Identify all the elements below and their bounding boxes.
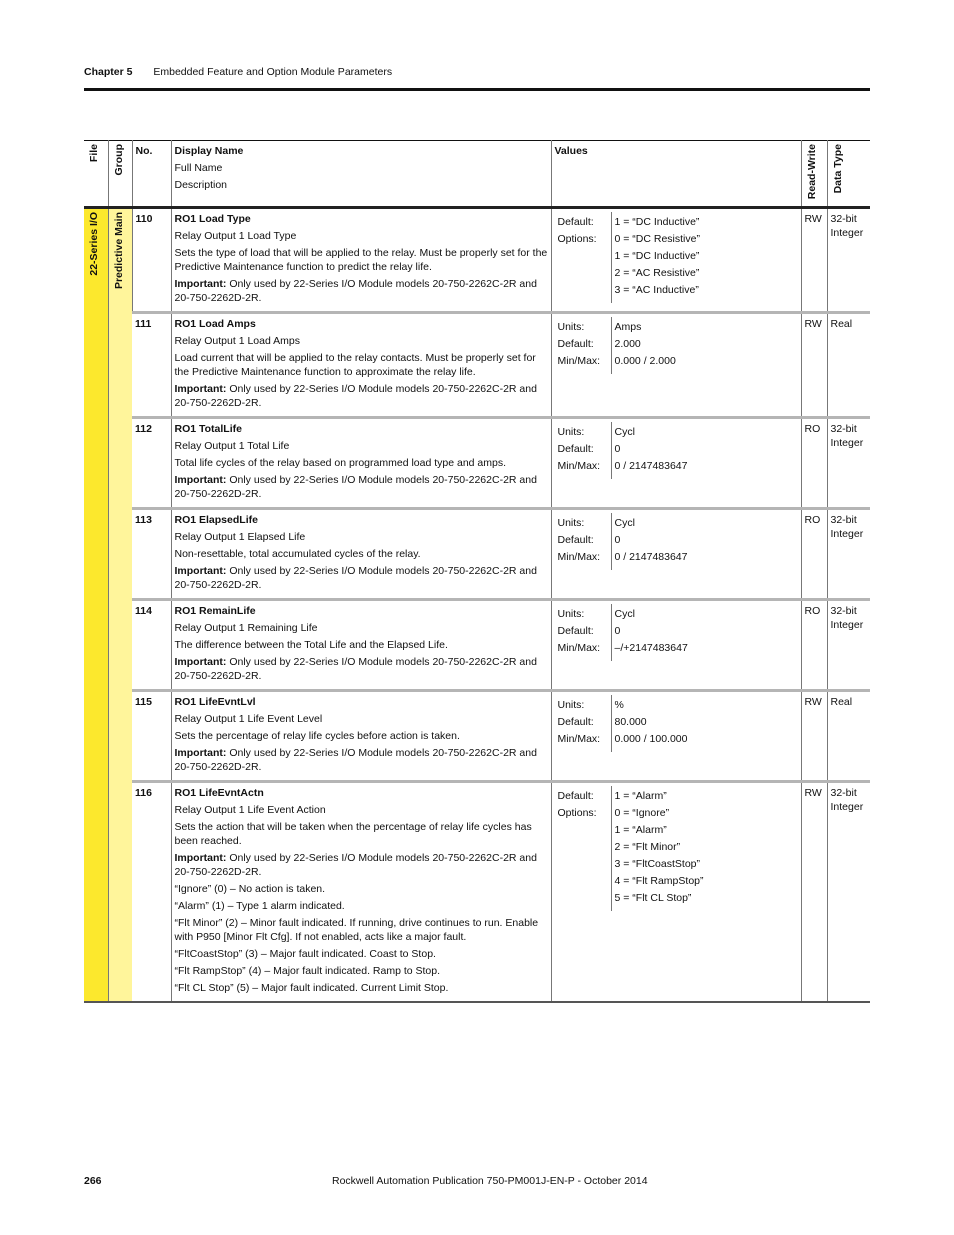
param-data-type: 32-bit Integer	[827, 418, 870, 509]
important-text: Only used by 22-Series I/O Module models 20-750-2262C-2R and 20-750-2262D-2R.	[174, 383, 537, 410]
param-data-type: 32-bit Integer	[827, 509, 870, 600]
col-values: Values	[551, 141, 801, 208]
important-text: Only used by 22-Series I/O Module models 20-750-2262C-2R and 20-750-2262D-2R.	[174, 656, 537, 683]
value-key: Default:	[557, 716, 594, 729]
value-key: Units:	[557, 321, 585, 334]
param-description-cell	[171, 782, 551, 1003]
important-label: Important:	[174, 852, 227, 865]
value-item: 1 = “Alarm”	[614, 790, 667, 803]
param-number: 115	[135, 696, 152, 709]
option-note: “Flt CL Stop” (5) – Major fault indicated. Current Limit Stop.	[174, 982, 449, 995]
value-item: 0	[614, 625, 621, 638]
param-display-name: RO1 Load Type	[174, 213, 251, 226]
col-data-type: Data Type	[827, 141, 870, 208]
param-description-cell	[171, 600, 551, 691]
table-body	[84, 208, 870, 1003]
value-item: 0 / 2147483647	[614, 551, 688, 564]
value-item: 0 / 2147483647	[614, 460, 688, 473]
col-display-name: Display Name Full Name Description	[171, 141, 551, 208]
important-label: Important:	[174, 656, 227, 669]
value-item: 0.000 / 100.000	[614, 733, 688, 746]
value-item: 0.000 / 2.000	[614, 355, 676, 368]
param-data-type: 32-bit Integer	[827, 208, 870, 313]
value-item: 0	[614, 443, 621, 456]
important-text: Only used by 22-Series I/O Module models 20-750-2262C-2R and 20-750-2262D-2R.	[174, 852, 537, 879]
value-item: 3 = “AC Inductive”	[614, 284, 699, 297]
col-read-write: Read-Write	[801, 141, 827, 208]
value-keys	[555, 695, 611, 752]
important-text: Only used by 22-Series I/O Module models 20-750-2262C-2R and 20-750-2262D-2R.	[174, 565, 537, 592]
value-key: Min/Max:	[557, 733, 601, 746]
value-key: Units:	[557, 426, 585, 439]
param-read-write: RW	[801, 691, 827, 782]
value-item: 0	[614, 534, 621, 547]
value-list	[611, 422, 798, 479]
param-description: Sets the percentage of relay life cycles before action is taken.	[174, 730, 460, 743]
value-keys	[555, 317, 611, 374]
important-label: Important:	[174, 383, 227, 396]
value-key: Options:	[557, 807, 597, 820]
param-values-cell	[551, 313, 801, 418]
value-key: Default:	[557, 790, 594, 803]
group-cell	[108, 208, 132, 1003]
option-note: “FltCoastStop” (3) – Major fault indicated. Coast to Stop.	[174, 948, 436, 961]
important-text: Only used by 22-Series I/O Module models 20-750-2262C-2R and 20-750-2262D-2R.	[174, 278, 537, 305]
parameter-table	[84, 140, 870, 1003]
param-data-type: 32-bit Integer	[827, 600, 870, 691]
option-note: “Flt RampStop” (4) – Major fault indicated. Ramp to Stop.	[174, 965, 441, 978]
param-read-write: RW	[801, 208, 827, 313]
table-row	[84, 313, 870, 418]
file-label: 22-Series I/O	[88, 212, 100, 276]
value-keys	[555, 786, 611, 911]
table-row	[84, 782, 870, 1003]
value-list	[611, 212, 798, 303]
param-values-cell	[551, 782, 801, 1003]
param-description: Sets the type of load that will be applied to the relay. Must be properly set for the Predictive Maintenance function to predict the relay life.	[174, 247, 548, 274]
value-list	[611, 604, 798, 661]
param-display-name: RO1 Load Amps	[174, 318, 256, 331]
param-description-cell	[171, 313, 551, 418]
param-important-note	[175, 851, 548, 879]
param-full-name: Relay Output 1 Remaining Life	[174, 622, 318, 635]
param-description-cell	[171, 691, 551, 782]
param-number: 110	[132, 208, 171, 313]
value-list	[611, 786, 798, 911]
table-row	[84, 691, 870, 782]
header-rule	[84, 88, 870, 91]
value-key: Default:	[557, 534, 594, 547]
param-important-note	[175, 655, 548, 683]
option-note: “Ignore” (0) – No action is taken.	[174, 883, 326, 896]
value-item: 2.000	[614, 338, 641, 351]
value-list	[611, 513, 798, 570]
value-item: 1 = “DC Inductive”	[614, 250, 700, 263]
param-description: Non-resettable, total accumulated cycles of the relay.	[174, 548, 421, 561]
param-values-cell	[551, 418, 801, 509]
value-keys	[555, 513, 611, 570]
value-item: 4 = “Flt RampStop”	[614, 875, 704, 888]
value-keys	[555, 422, 611, 479]
page-number: 266	[84, 1175, 102, 1187]
option-note: “Flt Minor” (2) – Minor fault indicated. If running, drive continues to run. Enable with P950 [Minor Flt Cfg]. If not enabled, acts like a major fault.	[174, 917, 539, 944]
value-key: Min/Max:	[557, 460, 601, 473]
param-description: Load current that will be applied to the relay contacts. Must be properly set for the Predictive Maintenance function to approximate the relay life.	[174, 352, 536, 379]
param-values-cell	[551, 509, 801, 600]
table-row	[84, 509, 870, 600]
value-key: Default:	[557, 216, 594, 229]
page-header	[84, 66, 870, 78]
param-values-cell	[551, 691, 801, 782]
value-keys	[555, 212, 611, 303]
param-description: Sets the action that will be taken when the percentage of relay life cycles has been reached.	[174, 821, 532, 848]
param-display-name: RO1 ElapsedLife	[174, 514, 258, 527]
col-no: No.	[132, 141, 171, 208]
value-list	[611, 317, 798, 374]
param-number: 114	[135, 605, 152, 618]
param-description: Total life cycles of the relay based on programmed load type and amps.	[174, 457, 507, 470]
important-label: Important:	[174, 278, 227, 291]
param-description-cell	[171, 418, 551, 509]
value-item: 80.000	[614, 716, 647, 729]
param-read-write: RO	[801, 509, 827, 600]
param-data-type: 32-bit Integer	[827, 782, 870, 1003]
param-important-note	[175, 564, 548, 592]
param-important-note	[175, 746, 548, 774]
table-row	[84, 208, 870, 313]
param-number: 112	[135, 423, 152, 436]
value-item: Cycl	[614, 608, 635, 621]
param-full-name: Relay Output 1 Load Amps	[174, 335, 300, 348]
param-important-note	[175, 277, 548, 305]
param-read-write: RW	[801, 782, 827, 1003]
param-display-name: RO1 LifeEvntActn	[174, 787, 264, 800]
param-number: 111	[135, 318, 152, 331]
value-item: 1 = “DC Inductive”	[614, 216, 700, 229]
table-row	[84, 600, 870, 691]
important-label: Important:	[174, 747, 227, 760]
group-label: Predictive Main	[112, 212, 125, 290]
value-keys	[555, 604, 611, 661]
value-key: Min/Max:	[557, 642, 601, 655]
param-values-cell	[551, 600, 801, 691]
col-group: Group	[108, 141, 132, 208]
value-item: Amps	[614, 321, 642, 334]
file-cell	[84, 208, 108, 1003]
value-list	[611, 695, 798, 752]
param-full-name: Relay Output 1 Load Type	[174, 230, 297, 243]
value-key: Units:	[557, 699, 585, 712]
page-footer	[84, 1175, 870, 1187]
param-full-name: Relay Output 1 Elapsed Life	[174, 531, 306, 544]
value-item: %	[614, 699, 624, 712]
param-description-cell	[171, 208, 551, 313]
value-key: Min/Max:	[557, 355, 601, 368]
value-item: 0 = “DC Resistive”	[614, 233, 700, 246]
value-key: Options:	[557, 233, 597, 246]
value-item: 1 = “Alarm”	[614, 824, 667, 837]
publication-info: Rockwell Automation Publication 750-PM001J-EN-P - October 2014	[332, 1175, 648, 1187]
param-values-cell	[551, 208, 801, 313]
value-item: Cycl	[614, 426, 635, 439]
value-item: 2 = “Flt Minor”	[614, 841, 681, 854]
value-item: 0 = “Ignore”	[614, 807, 670, 820]
param-display-name: RO1 LifeEvntLvl	[174, 696, 256, 709]
value-item: Cycl	[614, 517, 635, 530]
param-read-write: RO	[801, 600, 827, 691]
chapter-label: Chapter 5	[84, 66, 133, 78]
value-key: Units:	[557, 608, 585, 621]
value-item: 2 = “AC Resistive”	[614, 267, 700, 280]
param-number: 113	[135, 514, 152, 527]
value-key: Units:	[557, 517, 585, 530]
value-item: –/+2147483647	[614, 642, 688, 655]
param-display-name: RO1 TotalLife	[174, 423, 242, 436]
param-read-write: RW	[801, 313, 827, 418]
chapter-title: Embedded Feature and Option Module Parameters	[153, 66, 393, 78]
value-key: Default:	[557, 625, 594, 638]
important-text: Only used by 22-Series I/O Module models 20-750-2262C-2R and 20-750-2262D-2R.	[174, 747, 537, 774]
option-note: “Alarm” (1) – Type 1 alarm indicated.	[174, 900, 345, 913]
important-label: Important:	[174, 565, 227, 578]
value-key: Min/Max:	[557, 551, 601, 564]
table-header-row	[84, 141, 870, 208]
param-description-cell	[171, 509, 551, 600]
param-full-name: Relay Output 1 Life Event Action	[174, 804, 326, 817]
param-description: The difference between the Total Life and the Elapsed Life.	[174, 639, 448, 652]
important-text: Only used by 22-Series I/O Module models 20-750-2262C-2R and 20-750-2262D-2R.	[174, 474, 537, 501]
param-display-name: RO1 RemainLife	[174, 605, 256, 618]
value-item: 5 = “Flt CL Stop”	[614, 892, 692, 905]
param-data-type: Real	[827, 313, 870, 418]
value-key: Default:	[557, 338, 594, 351]
param-full-name: Relay Output 1 Total Life	[174, 440, 290, 453]
value-item: 3 = “FltCoastStop”	[614, 858, 700, 871]
table-row	[84, 418, 870, 509]
param-important-note	[175, 473, 548, 501]
param-data-type: Real	[827, 691, 870, 782]
col-file: File	[88, 144, 100, 163]
param-full-name: Relay Output 1 Life Event Level	[174, 713, 323, 726]
param-important-note	[175, 382, 548, 410]
important-label: Important:	[174, 474, 227, 487]
param-number: 116	[135, 787, 152, 800]
param-read-write: RO	[801, 418, 827, 509]
value-key: Default:	[557, 443, 594, 456]
